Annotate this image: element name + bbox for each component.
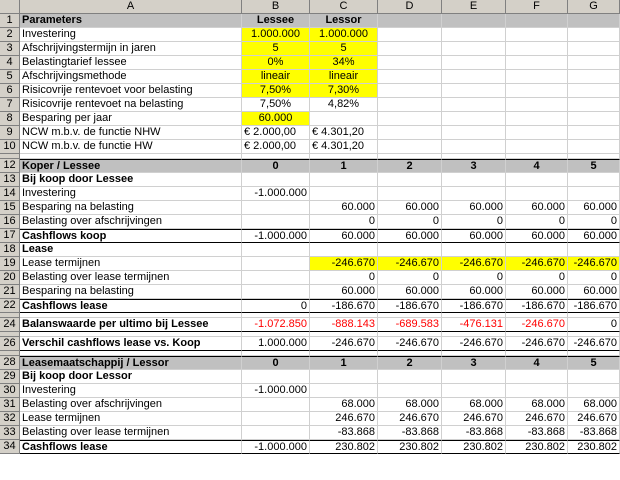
cell-f14[interactable] bbox=[506, 187, 568, 201]
cell-d21[interactable]: 60.000 bbox=[378, 285, 442, 299]
cell-b13[interactable] bbox=[242, 173, 310, 187]
cell-b33[interactable] bbox=[242, 426, 310, 440]
cell-c16[interactable]: 0 bbox=[310, 215, 378, 229]
cell-c33[interactable]: -83.868 bbox=[310, 426, 378, 440]
cell-e19[interactable]: -246.670 bbox=[442, 257, 506, 271]
cell-c17[interactable]: 60.000 bbox=[310, 229, 378, 243]
column-header-e[interactable]: E bbox=[442, 0, 506, 14]
cell-b26[interactable]: 1.000.000 bbox=[242, 337, 310, 351]
cell-b9[interactable]: € 2.000,00 bbox=[242, 126, 310, 140]
cell-b14[interactable]: -1.000.000 bbox=[242, 187, 310, 201]
row-26 bbox=[0, 337, 620, 351]
cell-b5[interactable]: lineair bbox=[242, 70, 310, 84]
column-header-g[interactable]: G bbox=[568, 0, 620, 14]
cell-d2[interactable] bbox=[378, 28, 442, 42]
cell-f34[interactable]: 230.802 bbox=[506, 440, 568, 454]
row-19 bbox=[0, 257, 620, 271]
cell-a19[interactable]: Lease termijnen bbox=[20, 257, 242, 271]
row-header-7[interactable]: 7 bbox=[0, 98, 20, 112]
row-12 bbox=[0, 159, 620, 173]
cell-a29[interactable]: Bij koop door Lessor bbox=[20, 370, 242, 384]
row-header-17[interactable]: 17 bbox=[0, 229, 20, 243]
cell-c13[interactable] bbox=[310, 173, 378, 187]
cell-a17[interactable]: Cashflows koop bbox=[20, 229, 242, 243]
cell-d7[interactable] bbox=[378, 98, 442, 112]
cell-b7[interactable]: 7,50% bbox=[242, 98, 310, 112]
cell-a5[interactable]: Afschrijvingsmethode bbox=[20, 70, 242, 84]
cell-c32[interactable]: 246.670 bbox=[310, 412, 378, 426]
cell-g13[interactable] bbox=[568, 173, 620, 187]
cell-a24[interactable]: Balanswaarde per ultimo bij Lessee bbox=[20, 318, 242, 332]
cell-f9[interactable] bbox=[506, 126, 568, 140]
cell-b12[interactable]: 0 bbox=[242, 159, 310, 173]
cell-f26[interactable]: -246.670 bbox=[506, 337, 568, 351]
row-header-34[interactable]: 34 bbox=[0, 440, 20, 454]
row-21 bbox=[0, 285, 620, 299]
cell-a13[interactable]: Bij koop door Lessee bbox=[20, 173, 242, 187]
row-header-9[interactable]: 9 bbox=[0, 126, 20, 140]
cell-g26[interactable]: -246.670 bbox=[568, 337, 620, 351]
cell-a18[interactable]: Lease bbox=[20, 243, 242, 257]
cell-f10[interactable] bbox=[506, 140, 568, 154]
column-header-f[interactable]: F bbox=[506, 0, 568, 14]
cell-b4[interactable]: 0% bbox=[242, 56, 310, 70]
cell-d19[interactable]: -246.670 bbox=[378, 257, 442, 271]
row-header-15[interactable]: 15 bbox=[0, 201, 20, 215]
cell-d33[interactable]: -83.868 bbox=[378, 426, 442, 440]
cell-d24[interactable]: -689.583 bbox=[378, 318, 442, 332]
cell-f31[interactable]: 68.000 bbox=[506, 398, 568, 412]
cell-e21[interactable]: 60.000 bbox=[442, 285, 506, 299]
cell-e22[interactable]: -186.670 bbox=[442, 299, 506, 313]
cell-g33[interactable]: -83.868 bbox=[568, 426, 620, 440]
cell-b24[interactable]: -1.072.850 bbox=[242, 318, 310, 332]
row-header-14[interactable]: 14 bbox=[0, 187, 20, 201]
row-header-3[interactable]: 3 bbox=[0, 42, 20, 56]
cell-e9[interactable] bbox=[442, 126, 506, 140]
cell-e24[interactable]: -476.131 bbox=[442, 318, 506, 332]
cell-e7[interactable] bbox=[442, 98, 506, 112]
cell-e15[interactable]: 60.000 bbox=[442, 201, 506, 215]
row-header-26[interactable]: 26 bbox=[0, 337, 20, 351]
cell-e5[interactable] bbox=[442, 70, 506, 84]
cell-a9[interactable]: NCW m.b.v. de functie NHW bbox=[20, 126, 242, 140]
row-3 bbox=[0, 42, 620, 56]
row-header-30[interactable]: 30 bbox=[0, 384, 20, 398]
cell-a10[interactable]: NCW m.b.v. de functie HW bbox=[20, 140, 242, 154]
cell-a8[interactable]: Besparing per jaar bbox=[20, 112, 242, 126]
cell-d15[interactable]: 60.000 bbox=[378, 201, 442, 215]
row-13 bbox=[0, 173, 620, 187]
cell-e10[interactable] bbox=[442, 140, 506, 154]
row-32 bbox=[0, 412, 620, 426]
cell-b6[interactable]: 7,50% bbox=[242, 84, 310, 98]
cell-g6[interactable] bbox=[568, 84, 620, 98]
cell-g32[interactable]: 246.670 bbox=[568, 412, 620, 426]
cell-a32[interactable]: Lease termijnen bbox=[20, 412, 242, 426]
cell-d3[interactable] bbox=[378, 42, 442, 56]
cell-b18[interactable] bbox=[242, 243, 310, 257]
cell-c4[interactable]: 34% bbox=[310, 56, 378, 70]
cell-f18[interactable] bbox=[506, 243, 568, 257]
cell-e29[interactable] bbox=[442, 370, 506, 384]
row-24 bbox=[0, 318, 620, 332]
row-22 bbox=[0, 299, 620, 313]
cell-f29[interactable] bbox=[506, 370, 568, 384]
row-6 bbox=[0, 84, 620, 98]
row-29 bbox=[0, 370, 620, 384]
cell-b8[interactable]: 60.000 bbox=[242, 112, 310, 126]
cell-f28[interactable]: 4 bbox=[506, 356, 568, 370]
cell-c8[interactable] bbox=[310, 112, 378, 126]
cell-f22[interactable]: -186.670 bbox=[506, 299, 568, 313]
row-7 bbox=[0, 98, 620, 112]
cell-b15[interactable] bbox=[242, 201, 310, 215]
cell-c22[interactable]: -186.670 bbox=[310, 299, 378, 313]
cell-c5[interactable]: lineair bbox=[310, 70, 378, 84]
row-4 bbox=[0, 56, 620, 70]
row-header-21[interactable]: 21 bbox=[0, 285, 20, 299]
cell-f15[interactable]: 60.000 bbox=[506, 201, 568, 215]
row-header-18[interactable]: 18 bbox=[0, 243, 20, 257]
cell-d5[interactable] bbox=[378, 70, 442, 84]
cell-e20[interactable]: 0 bbox=[442, 271, 506, 285]
cell-d22[interactable]: -186.670 bbox=[378, 299, 442, 313]
cell-c20[interactable]: 0 bbox=[310, 271, 378, 285]
row-9 bbox=[0, 126, 620, 140]
row-header-8[interactable]: 8 bbox=[0, 112, 20, 126]
cell-a34[interactable]: Cashflows lease bbox=[20, 440, 242, 454]
cell-e14[interactable] bbox=[442, 187, 506, 201]
cell-e31[interactable]: 68.000 bbox=[442, 398, 506, 412]
cell-g14[interactable] bbox=[568, 187, 620, 201]
cell-e34[interactable]: 230.802 bbox=[442, 440, 506, 454]
cell-f4[interactable] bbox=[506, 56, 568, 70]
row-1 bbox=[0, 14, 620, 28]
cell-c12[interactable]: 1 bbox=[310, 159, 378, 173]
cell-e26[interactable]: -246.670 bbox=[442, 337, 506, 351]
cell-e1[interactable] bbox=[442, 14, 506, 28]
cell-f17[interactable]: 60.000 bbox=[506, 229, 568, 243]
cell-c3[interactable]: 5 bbox=[310, 42, 378, 56]
cell-d20[interactable]: 0 bbox=[378, 271, 442, 285]
cell-b28[interactable]: 0 bbox=[242, 356, 310, 370]
cell-c1[interactable]: Lessor bbox=[310, 14, 378, 28]
row-28 bbox=[0, 356, 620, 370]
cell-f2[interactable] bbox=[506, 28, 568, 42]
row-15 bbox=[0, 201, 620, 215]
cell-b2[interactable]: 1.000.000 bbox=[242, 28, 310, 42]
column-header-d[interactable]: D bbox=[378, 0, 442, 14]
cell-g1[interactable] bbox=[568, 14, 620, 28]
cell-f12[interactable]: 4 bbox=[506, 159, 568, 173]
row-header-5[interactable]: 5 bbox=[0, 70, 20, 84]
cell-d30[interactable] bbox=[378, 384, 442, 398]
cell-f13[interactable] bbox=[506, 173, 568, 187]
cell-b1[interactable]: Lessee bbox=[242, 14, 310, 28]
cell-d12[interactable]: 2 bbox=[378, 159, 442, 173]
cell-c15[interactable]: 60.000 bbox=[310, 201, 378, 215]
cell-e16[interactable]: 0 bbox=[442, 215, 506, 229]
cell-d34[interactable]: 230.802 bbox=[378, 440, 442, 454]
cell-c26[interactable]: -246.670 bbox=[310, 337, 378, 351]
cell-e33[interactable]: -83.868 bbox=[442, 426, 506, 440]
cell-a3[interactable]: Afschrijvingstermijn in jaren bbox=[20, 42, 242, 56]
row-header-10[interactable]: 10 bbox=[0, 140, 20, 154]
row-18 bbox=[0, 243, 620, 257]
cell-d26[interactable]: -246.670 bbox=[378, 337, 442, 351]
row-33 bbox=[0, 426, 620, 440]
cell-g19[interactable]: -246.670 bbox=[568, 257, 620, 271]
cell-c14[interactable] bbox=[310, 187, 378, 201]
row-header-28[interactable]: 28 bbox=[0, 356, 20, 370]
cell-c21[interactable]: 60.000 bbox=[310, 285, 378, 299]
cell-d10[interactable] bbox=[378, 140, 442, 154]
cell-c6[interactable]: 7,30% bbox=[310, 84, 378, 98]
row-header-1[interactable]: 1 bbox=[0, 14, 20, 28]
cell-b19[interactable] bbox=[242, 257, 310, 271]
row-34 bbox=[0, 440, 620, 454]
cell-e17[interactable]: 60.000 bbox=[442, 229, 506, 243]
cell-a12[interactable]: Koper / Lessee bbox=[20, 159, 242, 173]
row-header-16[interactable]: 16 bbox=[0, 215, 20, 229]
cell-d6[interactable] bbox=[378, 84, 442, 98]
cell-c2[interactable]: 1.000.000 bbox=[310, 28, 378, 42]
cell-d4[interactable] bbox=[378, 56, 442, 70]
cell-a30[interactable]: Investering bbox=[20, 384, 242, 398]
row-5 bbox=[0, 70, 620, 84]
cell-f33[interactable]: -83.868 bbox=[506, 426, 568, 440]
cell-b21[interactable] bbox=[242, 285, 310, 299]
cell-g24[interactable]: 0 bbox=[568, 318, 620, 332]
cell-g34[interactable]: 230.802 bbox=[568, 440, 620, 454]
cell-f6[interactable] bbox=[506, 84, 568, 98]
cell-c18[interactable] bbox=[310, 243, 378, 257]
cell-a1[interactable]: Parameters bbox=[20, 14, 242, 28]
cell-a21[interactable]: Besparing na belasting bbox=[20, 285, 242, 299]
row-header-29[interactable]: 29 bbox=[0, 370, 20, 384]
cell-g18[interactable] bbox=[568, 243, 620, 257]
cell-d1[interactable] bbox=[378, 14, 442, 28]
cell-d18[interactable] bbox=[378, 243, 442, 257]
cell-a31[interactable]: Belasting over afschrijvingen bbox=[20, 398, 242, 412]
column-header-c[interactable]: C bbox=[310, 0, 378, 14]
cell-a15[interactable]: Besparing na belasting bbox=[20, 201, 242, 215]
cell-e6[interactable] bbox=[442, 84, 506, 98]
cell-e2[interactable] bbox=[442, 28, 506, 42]
row-header-22[interactable]: 22 bbox=[0, 299, 20, 313]
cell-c28[interactable]: 1 bbox=[310, 356, 378, 370]
cell-d9[interactable] bbox=[378, 126, 442, 140]
cell-d31[interactable]: 68.000 bbox=[378, 398, 442, 412]
cell-d32[interactable]: 246.670 bbox=[378, 412, 442, 426]
cell-g28[interactable]: 5 bbox=[568, 356, 620, 370]
row-14 bbox=[0, 187, 620, 201]
cell-g2[interactable] bbox=[568, 28, 620, 42]
cell-b31[interactable] bbox=[242, 398, 310, 412]
cell-g4[interactable] bbox=[568, 56, 620, 70]
row-31 bbox=[0, 398, 620, 412]
cell-g31[interactable]: 68.000 bbox=[568, 398, 620, 412]
row-8 bbox=[0, 112, 620, 126]
cell-a7[interactable]: Risicovrije rentevoet na belasting bbox=[20, 98, 242, 112]
cell-c24[interactable]: -888.143 bbox=[310, 318, 378, 332]
cell-d28[interactable]: 2 bbox=[378, 356, 442, 370]
cell-f20[interactable]: 0 bbox=[506, 271, 568, 285]
cell-e13[interactable] bbox=[442, 173, 506, 187]
cell-b22[interactable]: 0 bbox=[242, 299, 310, 313]
cell-c34[interactable]: 230.802 bbox=[310, 440, 378, 454]
cell-g9[interactable] bbox=[568, 126, 620, 140]
cell-b32[interactable] bbox=[242, 412, 310, 426]
cell-c9[interactable]: € 4.301,20 bbox=[310, 126, 378, 140]
cell-c7[interactable]: 4,82% bbox=[310, 98, 378, 112]
cell-f3[interactable] bbox=[506, 42, 568, 56]
cell-b17[interactable]: -1.000.000 bbox=[242, 229, 310, 243]
cell-e12[interactable]: 3 bbox=[442, 159, 506, 173]
cell-c29[interactable] bbox=[310, 370, 378, 384]
cell-b30[interactable]: -1.000.000 bbox=[242, 384, 310, 398]
row-header-32[interactable]: 32 bbox=[0, 412, 20, 426]
row-header-19[interactable]: 19 bbox=[0, 257, 20, 271]
cell-g22[interactable]: -186.670 bbox=[568, 299, 620, 313]
row-header-24[interactable]: 24 bbox=[0, 318, 20, 332]
cell-a16[interactable]: Belasting over afschrijvingen bbox=[20, 215, 242, 229]
cell-a33[interactable]: Belasting over lease termijnen bbox=[20, 426, 242, 440]
cell-b16[interactable] bbox=[242, 215, 310, 229]
cell-a4[interactable]: Belastingtarief lessee bbox=[20, 56, 242, 70]
row-header-20[interactable]: 20 bbox=[0, 271, 20, 285]
cell-a14[interactable]: Investering bbox=[20, 187, 242, 201]
cell-f32[interactable]: 246.670 bbox=[506, 412, 568, 426]
cell-d14[interactable] bbox=[378, 187, 442, 201]
cell-g12[interactable]: 5 bbox=[568, 159, 620, 173]
cell-f1[interactable] bbox=[506, 14, 568, 28]
cell-g20[interactable]: 0 bbox=[568, 271, 620, 285]
cell-d29[interactable] bbox=[378, 370, 442, 384]
cell-g8[interactable] bbox=[568, 112, 620, 126]
cell-a2[interactable]: Investering bbox=[20, 28, 242, 42]
cell-g30[interactable] bbox=[568, 384, 620, 398]
row-17 bbox=[0, 229, 620, 243]
row-header-2[interactable]: 2 bbox=[0, 28, 20, 42]
cell-b29[interactable] bbox=[242, 370, 310, 384]
cell-a20[interactable]: Belasting over lease termijnen bbox=[20, 271, 242, 285]
column-header-a[interactable]: A bbox=[20, 0, 242, 14]
cell-a22[interactable]: Cashflows lease bbox=[20, 299, 242, 313]
cell-g10[interactable] bbox=[568, 140, 620, 154]
cell-a28[interactable]: Leasemaatschappij / Lessor bbox=[20, 356, 242, 370]
cell-f8[interactable] bbox=[506, 112, 568, 126]
cell-a26[interactable]: Verschil cashflows lease vs. Koop bbox=[20, 337, 242, 351]
cell-f5[interactable] bbox=[506, 70, 568, 84]
cell-g5[interactable] bbox=[568, 70, 620, 84]
cell-b3[interactable]: 5 bbox=[242, 42, 310, 56]
cell-b10[interactable]: € 2.000,00 bbox=[242, 140, 310, 154]
cell-e4[interactable] bbox=[442, 56, 506, 70]
cell-f7[interactable] bbox=[506, 98, 568, 112]
row-16 bbox=[0, 215, 620, 229]
cell-d16[interactable]: 0 bbox=[378, 215, 442, 229]
cell-e3[interactable] bbox=[442, 42, 506, 56]
cell-g17[interactable]: 60.000 bbox=[568, 229, 620, 243]
row-header-13[interactable]: 13 bbox=[0, 173, 20, 187]
cell-g3[interactable] bbox=[568, 42, 620, 56]
cell-c19[interactable]: -246.670 bbox=[310, 257, 378, 271]
row-header-12[interactable]: 12 bbox=[0, 159, 20, 173]
row-header-4[interactable]: 4 bbox=[0, 56, 20, 70]
row-header-31[interactable]: 31 bbox=[0, 398, 20, 412]
cell-c10[interactable]: € 4.301,20 bbox=[310, 140, 378, 154]
row-10 bbox=[0, 140, 620, 154]
cell-g29[interactable] bbox=[568, 370, 620, 384]
cell-b20[interactable] bbox=[242, 271, 310, 285]
cell-e8[interactable] bbox=[442, 112, 506, 126]
cell-e28[interactable]: 3 bbox=[442, 356, 506, 370]
select-all-corner[interactable] bbox=[0, 0, 20, 14]
cell-d8[interactable] bbox=[378, 112, 442, 126]
column-header-b[interactable]: B bbox=[242, 0, 310, 14]
row-header-6[interactable]: 6 bbox=[0, 84, 20, 98]
cell-f21[interactable]: 60.000 bbox=[506, 285, 568, 299]
cell-e30[interactable] bbox=[442, 384, 506, 398]
cell-f19[interactable]: -246.670 bbox=[506, 257, 568, 271]
cell-a6[interactable]: Risicovrije rentevoet voor belasting bbox=[20, 84, 242, 98]
cell-d13[interactable] bbox=[378, 173, 442, 187]
row-header-33[interactable]: 33 bbox=[0, 426, 20, 440]
row-30 bbox=[0, 384, 620, 398]
cell-g21[interactable]: 60.000 bbox=[568, 285, 620, 299]
row-2 bbox=[0, 28, 620, 42]
cell-e32[interactable]: 246.670 bbox=[442, 412, 506, 426]
cell-e18[interactable] bbox=[442, 243, 506, 257]
cell-d17[interactable]: 60.000 bbox=[378, 229, 442, 243]
row-20 bbox=[0, 271, 620, 285]
cell-c30[interactable] bbox=[310, 384, 378, 398]
cell-g7[interactable] bbox=[568, 98, 620, 112]
cell-g15[interactable]: 60.000 bbox=[568, 201, 620, 215]
cell-f30[interactable] bbox=[506, 384, 568, 398]
cell-b34[interactable]: -1.000.000 bbox=[242, 440, 310, 454]
cell-c31[interactable]: 68.000 bbox=[310, 398, 378, 412]
cell-f16[interactable]: 0 bbox=[506, 215, 568, 229]
cell-g16[interactable]: 0 bbox=[568, 215, 620, 229]
cell-f24[interactable]: -246.670 bbox=[506, 318, 568, 332]
